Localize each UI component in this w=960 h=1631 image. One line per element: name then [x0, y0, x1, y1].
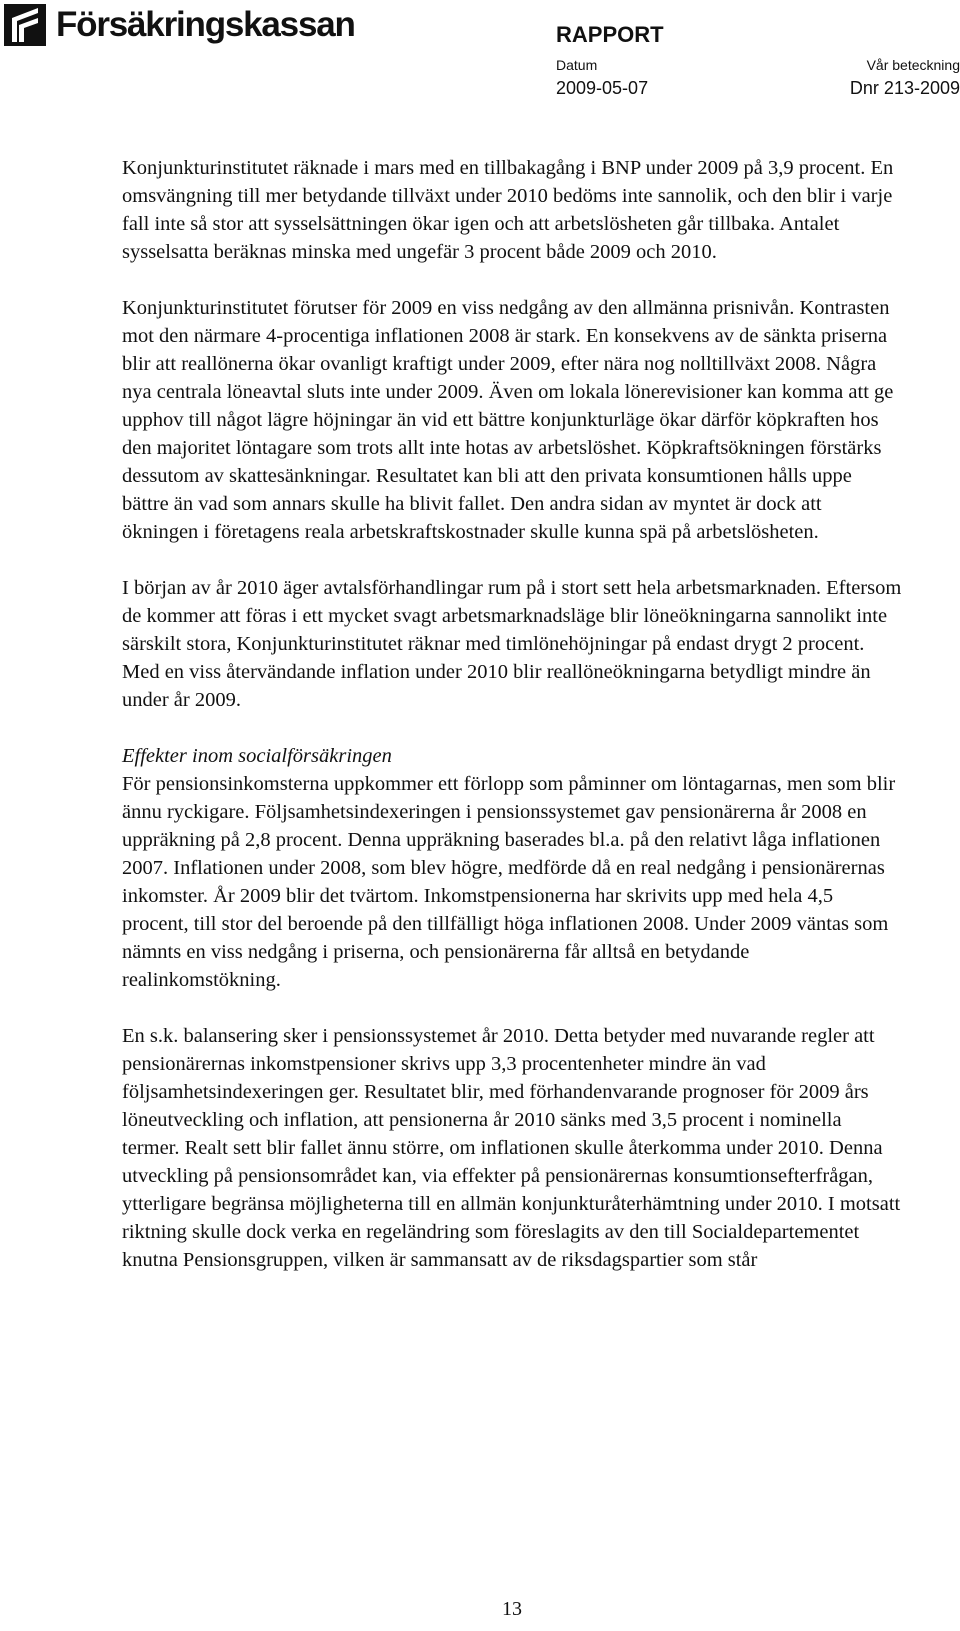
document-body	[122, 154, 902, 1274]
date-label: Datum	[556, 57, 598, 73]
org-logo	[4, 4, 355, 46]
org-logo-mark-icon	[4, 4, 46, 46]
reference-label: Vår beteckning	[866, 57, 960, 73]
paragraph: En s.k. balansering sker i pensionssystemet år 2010. Detta betyder med nuvarande regler att pensionärernas inkomstpensioner skrivs upp 3,3 procentenheter mindre än vad följsamhetsindexeringen ger. Resultatet blir, med förhandenvarande prognoser för 2009 års löneutveckling och inflation, att pensionerna år 2010 sänks med 3,5 procent i nominella termer. Realt sett blir fallet ännu större, om inflationen skulle återkomma under 2010. Denna utveckling på pensionsområdet kan, via effekter på pensionärernas konsumtionsefterfrågan, ytterligare begränsa möjligheterna till en allmän konjunkturåterhämtning under 2010. I motsatt riktning skulle dock verka en regeländring som föreslagits av den till Socialdepartementet knutna Pensionsgruppen, vilken är sammansatt av de riksdagspartier som står	[122, 1025, 901, 1271]
date-value: 2009-05-07	[556, 78, 649, 98]
paragraph: För pensionsinkomsterna uppkommer ett förlopp som påminner om löntagarnas, men som blir ännu ryckigare. Följsamhetsindexeringen i pensionssystemet gav pensionärerna år 2008 en uppräkning på 2,8 procent. Denna uppräkning baserades bl.a. på den relativt låga inflationen 2007. Inflationen under 2008, som blev högre, medförde då en real nedgång i pensionärernas inkomster. År 2009 blir det tvärtom. Inkomstpensionerna har skrivits upp med hela 4,5 procent, till stor del beroende på den tillfälligt höga inflationen 2008. Under 2009 väntas som nämnts en viss nedgång i priserna, och pensionärerna får alltså en betydande realinkomstökning.	[122, 773, 896, 991]
reference-value: Dnr 213-2009	[849, 78, 960, 98]
paragraph: I början av år 2010 äger avtalsförhandlingar rum på i stort sett hela arbetsmarknaden. Eftersom de kommer att föras i ett mycket svagt arbetsmarknadsläge blir löneökningarna sannolikt inte särskilt stora, Konjunkturinstitutet räknar med timlönehöjningar på endast drygt 2 procent. Med en viss återvändande inflation under 2010 blir reallöneökningarna betydligt mindre än under år 2009.	[122, 577, 902, 711]
paragraph: Konjunkturinstitutet förutser för 2009 en viss nedgång av den allmänna prisnivån. Kontrasten mot den närmare 4-procentiga inflationen 2008 är stark. En konsekvens av de sänkta priserna blir att reallönerna ökar ovanligt kraftigt under 2009, efter nära nog nolltillväxt 2008. Några nya centrala löneavtal sluts inte under 2009. Även om lokala lönerevisioner kan komma att ge upphov till något lägre höjningar än vid ett bättre konjunkturläge ökar därför köpkraften hos den majoritet löntagare som trots allt inte hotas av arbetslöshet. Köpkraftsökningen förstärks dessutom av skattesänkningar. Resultatet kan bli att den privata konsumtionen hålls uppe bättre än vad som annars skulle ha blivit fallet. Den andra sidan av myntet är dock att ökningen i företagens reala arbetskraftskostnader skulle kunna spä på arbetslösheten.	[122, 297, 894, 543]
org-name: Försäkringskassan	[56, 5, 355, 44]
page-number: 13	[502, 1598, 522, 1620]
document-type: RAPPORT	[556, 22, 664, 47]
paragraph: Konjunkturinstitutet räknade i mars med en tillbakagång i BNP under 2009 på 3,9 procent. En omsvängning till mer betydande tillväxt under 2010 bedöms inte sannolik, och den blir i varje fall inte så stor att sysselsättningen ökar igen och att arbetslösheten går tillbaka. Antalet sysselsatta beräknas minska med ungefär 3 procent både 2009 och 2010.	[122, 157, 894, 263]
section-heading: Effekter inom socialförsäkringen	[122, 745, 392, 767]
